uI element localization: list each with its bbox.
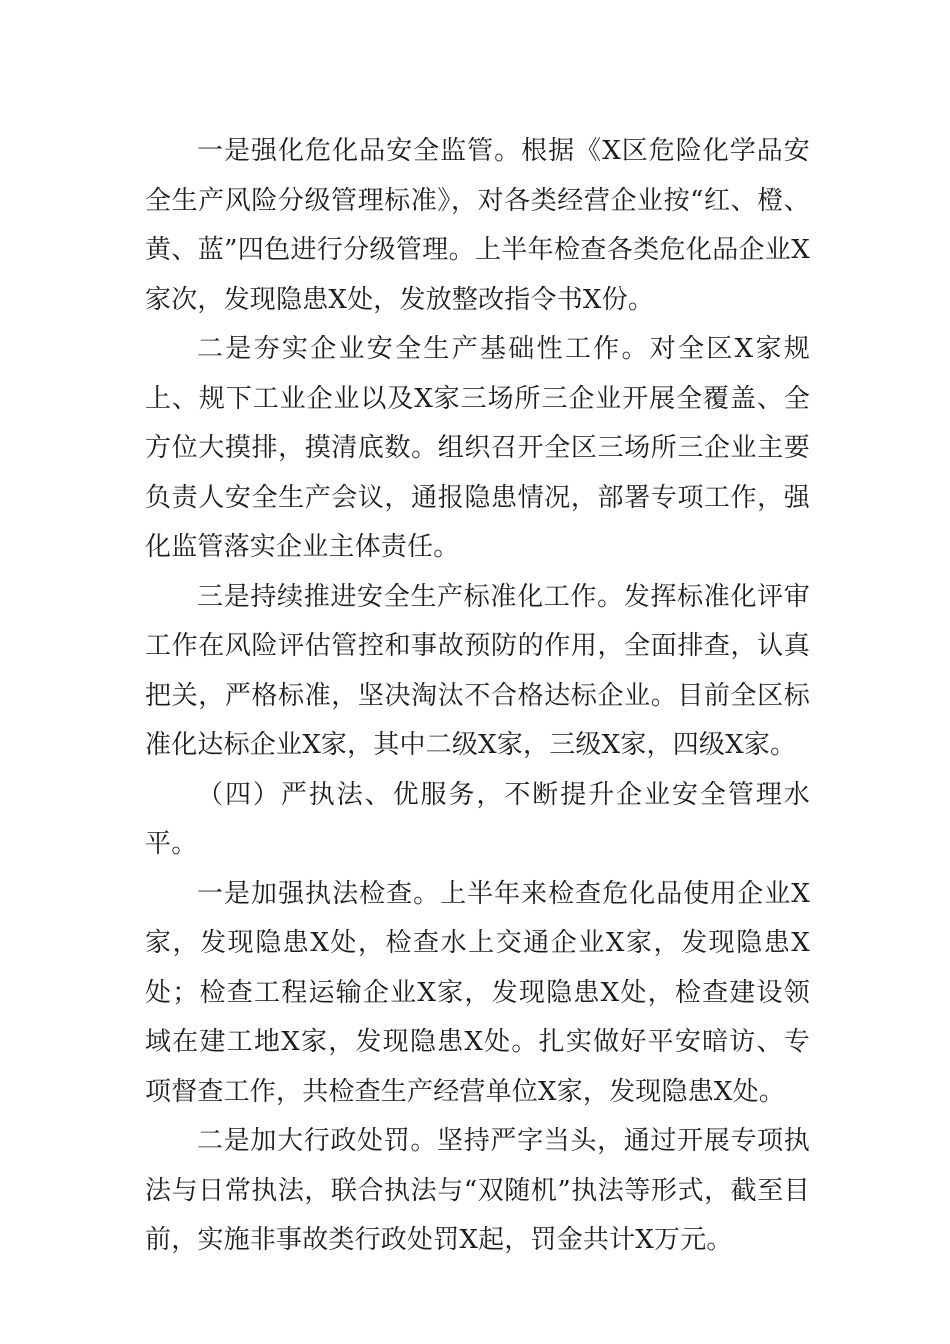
document-body <box>145 127 810 1266</box>
paragraph-enterprise-foundation: 二是夯实企业安全生产基础性工作。对全区X家规上、规下工业企业以及X家三场所三企业开展全覆盖、全方位大摸排，摸清底数。组织召开全区三场所三企业主要负责人安全生产会议，通报隐患情况，部署专项工作，强化监管落实企业主体责任。 <box>145 334 810 562</box>
paragraph-administrative-penalty: 二是加大行政处罚。坚持严字当头，通过开展专项执法与日常执法，联合执法与“双随机”执法等形式，截至目前，实施非事故类行政处罚X起，罚金共计X万元。 <box>145 1126 810 1255</box>
paragraph-law-enforcement-inspection: 一是加强执法检查。上半年来检查危化品使用企业X家，发现隐患X处，检查水上交通企业X家，发现隐患X处；检查工程运输企业X家，发现隐患X处，检查建设领域在建工地X家，发现隐患X处。扎实做好平安暗访、专项督查工作，共检查生产经营单位X家，发现隐患X处。 <box>145 878 810 1107</box>
paragraph-standardization: 三是持续推进安全生产标准化工作。发挥标准化评审工作在风险评估管控和事故预防的作用，全面排查，认真把关，严格标准，坚决淘汰不合格达标企业。目前全区标准化达标企业X家，其中二级X家，三级X家，四级X家。 <box>145 581 810 760</box>
section-heading-enforcement: （四）严执法、优服务，不断提升企业安全管理水平。 <box>145 779 810 859</box>
paragraph-hazardous-chemicals: 一是强化危化品安全监管。根据《X区危险化学品安全生产风险分级管理标准》，对各类经营企业按“红、橙、黄、蓝”四色进行分级管理。上半年检查各类危化品企业X家次，发现隐患X处，发放整改指令书X份。 <box>145 136 810 315</box>
